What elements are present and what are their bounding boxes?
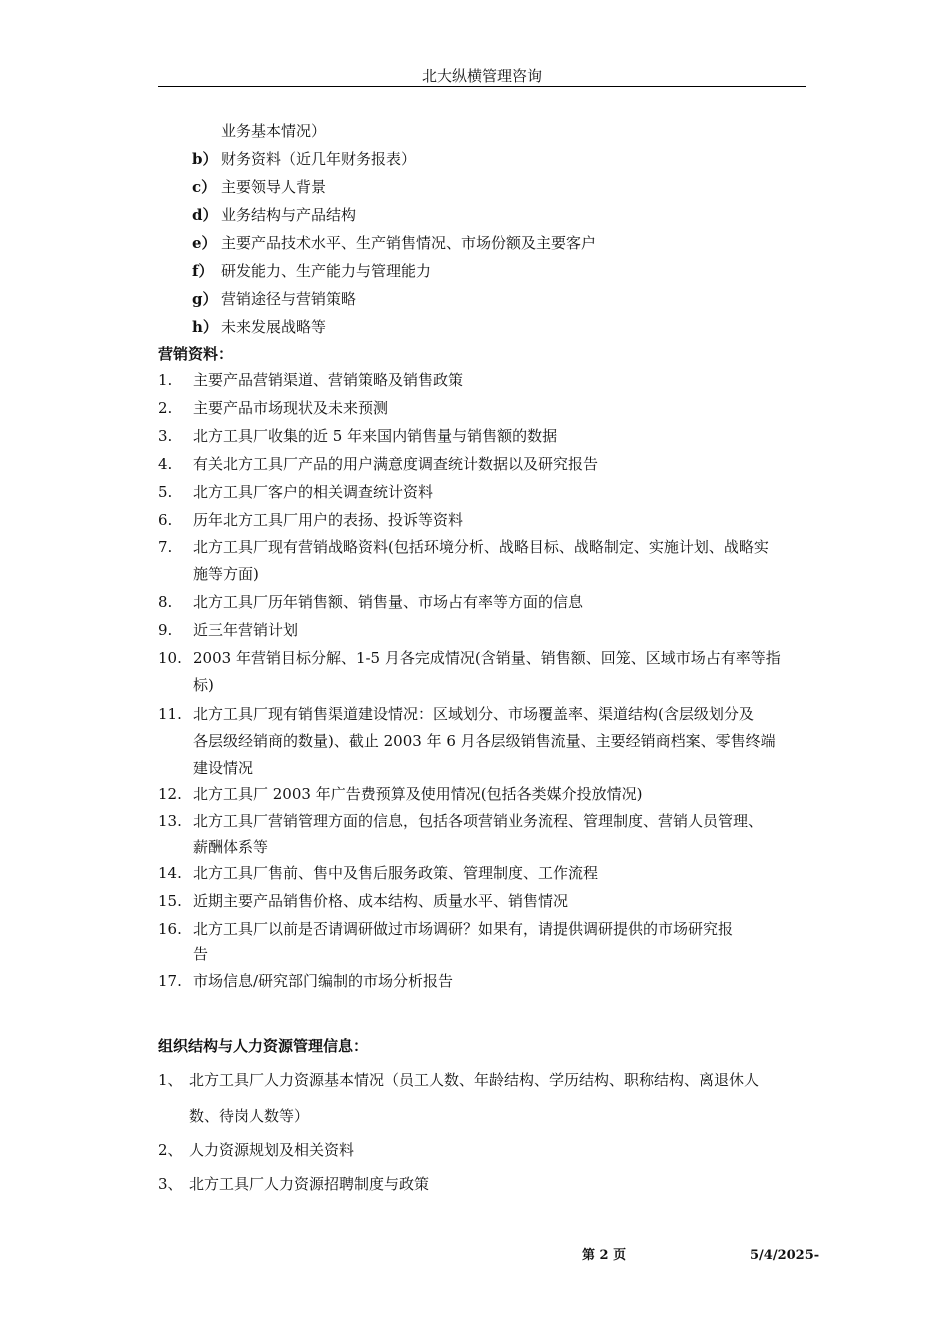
list-item-text-continued: 建设情况: [193, 759, 254, 777]
list-number: 11.: [158, 705, 182, 723]
item-marker: e）: [192, 234, 217, 252]
list-item-text: 人力资源规划及相关资料: [189, 1141, 355, 1159]
list-number: 2.: [158, 399, 173, 417]
list-item-text: 历年北方工具厂用户的表扬、投诉等资料: [193, 511, 464, 529]
list-number: 3、: [158, 1175, 183, 1193]
list-number: 1.: [158, 371, 173, 389]
list-item-text-continued: 各层级经销商的数量)、截止 2003 年 6 月各层级销售流量、主要经销商档案、零售终端: [193, 732, 776, 750]
list-item-text: 近期主要产品销售价格、成本结构、质量水平、销售情况: [193, 892, 569, 910]
list-item-text-continued: 标): [193, 676, 214, 694]
list-number: 2、: [158, 1141, 183, 1159]
item-text: 未来发展战略等: [221, 318, 327, 336]
footer-date: 5/4/2025-: [750, 1248, 820, 1263]
list-item-text: 北方工具厂 2003 年广告费预算及使用情况(包括各类媒介投放情况): [193, 785, 643, 803]
item-text: 财务资料（近几年财务报表）: [221, 150, 417, 168]
list-number: 13.: [158, 812, 182, 830]
item-marker: g）: [192, 290, 218, 308]
header-divider: [158, 86, 806, 87]
list-number: 5.: [158, 483, 173, 501]
list-item-text: 北方工具厂现有营销战略资料(包括环境分析、战略目标、战略制定、实施计划、战略实: [193, 538, 769, 556]
list-item-text-continued: 薪酬体系等: [193, 838, 269, 856]
list-number: 17.: [158, 972, 182, 990]
list-number: 8.: [158, 593, 173, 611]
list-item-text: 北方工具厂历年销售额、销售量、市场占有率等方面的信息: [193, 593, 584, 611]
list-number: 16.: [158, 920, 182, 938]
list-item-text: 北方工具厂人力资源基本情况（员工人数、年龄结构、学历结构、职称结构、离退休人: [189, 1071, 760, 1089]
item-marker: c）: [192, 178, 217, 196]
item-marker: f）: [192, 262, 214, 280]
list-item-text: 北方工具厂以前是否请调研做过市场调研？如果有，请提供调研提供的市场研究报: [193, 920, 734, 938]
section-heading-org-hr: 组织结构与人力资源管理信息：: [158, 1037, 369, 1055]
list-item-text: 北方工具厂营销管理方面的信息，包括各项营销业务流程、管理制度、营销人员管理、: [193, 812, 764, 830]
list-number: 6.: [158, 511, 173, 529]
list-item-text-continued: 数、待岗人数等）: [189, 1107, 310, 1125]
list-item-text: 北方工具厂人力资源招聘制度与政策: [189, 1175, 430, 1193]
item-text: 业务结构与产品结构: [221, 206, 357, 224]
list-item-text: 北方工具厂现有销售渠道建设情况：区域划分、市场覆盖率、渠道结构(含层级划分及: [193, 705, 754, 723]
item-text: 营销途径与营销策略: [221, 290, 357, 308]
list-item-text: 北方工具厂收集的近 5 年来国内销售量与销售额的数据: [193, 427, 558, 445]
list-number: 1、: [158, 1071, 183, 1089]
list-number: 15.: [158, 892, 182, 910]
list-number: 12.: [158, 785, 182, 803]
list-item-text: 市场信息/研究部门编制的市场分析报告: [193, 972, 454, 990]
list-item-text: 2003 年营销目标分解、1-5 月各完成情况(含销量、销售额、回笼、区域市场占有率等指: [193, 649, 781, 667]
footer-page-number: 第 2 页: [582, 1248, 627, 1263]
header-title: 北大纵横管理咨询: [421, 67, 542, 85]
list-number: 9.: [158, 621, 173, 639]
list-item-text: 有关北方工具厂产品的用户满意度调查统计数据以及研究报告: [193, 455, 599, 473]
item-text: 主要领导人背景: [221, 178, 327, 196]
list-item-text: 近三年营销计划: [193, 621, 299, 639]
list-item-text-continued: 告: [193, 945, 209, 963]
list-item-text: 主要产品市场现状及未来预测: [193, 399, 389, 417]
continuation-text: 业务基本情况）: [221, 122, 327, 140]
item-text: 研发能力、生产能力与管理能力: [221, 262, 432, 280]
section-heading-marketing: 营销资料：: [158, 345, 234, 363]
list-number: 4.: [158, 455, 173, 473]
item-marker: h）: [192, 318, 218, 336]
item-marker: b）: [192, 150, 218, 168]
item-marker: d）: [192, 206, 218, 224]
list-item-text: 主要产品营销渠道、营销策略及销售政策: [193, 371, 464, 389]
list-number: 10.: [158, 649, 182, 667]
list-item-text: 北方工具厂售前、售中及售后服务政策、管理制度、工作流程: [193, 864, 599, 882]
list-item-text-continued: 施等方面): [193, 565, 259, 583]
list-item-text: 北方工具厂客户的相关调查统计资料: [193, 483, 434, 501]
list-number: 14.: [158, 864, 182, 882]
list-number: 7.: [158, 538, 173, 556]
item-text: 主要产品技术水平、生产销售情况、市场份额及主要客户: [221, 234, 597, 252]
list-number: 3.: [158, 427, 173, 445]
